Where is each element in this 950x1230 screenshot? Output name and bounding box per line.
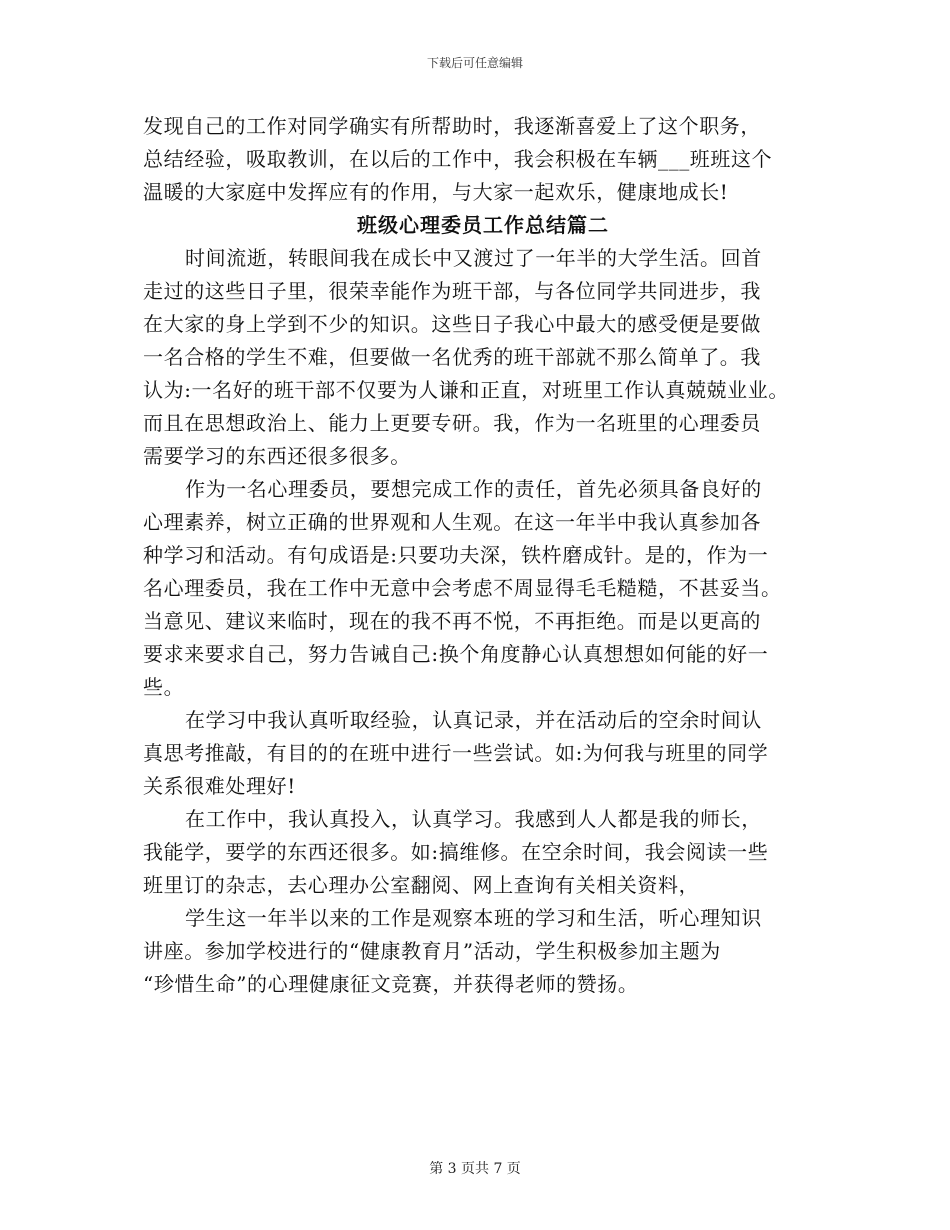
text-line: 走过的这些日子里，很荣幸能作为班干部，与各位同学共同进步，我: [143, 279, 761, 303]
paragraph-first-line: 时间流逝，转眼间我在成长中又渡过了一年半的大学生活。回首: [185, 246, 762, 270]
text-line: 认为:一名好的班干部不仅要为人谦和正直，对班里工作认真兢兢业业。: [143, 378, 789, 402]
paragraph-first-line: 在学习中我认真听取经验，认真记录，并在活动后的空余时间认: [185, 708, 762, 732]
text-line: 班里订的杂志，去心理办公室翻阅、网上查询有关相关资料，: [143, 873, 700, 897]
paragraph-first-line: 在工作中，我认真投入，认真学习。我感到人人都是我的师长，: [185, 807, 762, 831]
text-line: 一名合格的学生不难，但要做一名优秀的班干部就不那么简单了。我: [143, 345, 761, 369]
text-line: 些。: [143, 675, 185, 699]
text-line: “珍惜生命”的心理健康征文竞赛，并获得老师的赞扬。: [143, 972, 639, 996]
text-line: 种学习和活动。有句成语是:只要功夫深，铁杵磨成针。是的，作为一: [143, 543, 769, 567]
paragraph-first-line: 学生这一年半以来的工作是观察本班的学习和生活，听心理知识: [185, 906, 762, 930]
text-line: 真思考推敲，有目的的在班中进行一些尝试。如:为何我与班里的同学: [143, 741, 769, 765]
text-line: 讲座。参加学校进行的“健康教育月”活动，学生积极参加主题为: [143, 939, 721, 963]
paragraph-first-line: 作为一名心理委员，要想完成工作的责任，首先必须具备良好的: [185, 477, 762, 501]
text-line: 当意见、建议来临时，现在的我不再不悦，不再拒绝。而是以更高的: [143, 609, 761, 633]
document-body: [143, 110, 823, 1001]
text-line: 要求来要求自己，努力告诫自己:换个角度静心认真想想如何能的好一: [143, 642, 769, 666]
text-line: 心理素养，树立正确的世界观和人生观。在这一年半中我认真参加各: [143, 510, 761, 534]
text-line: 关系很难处理好!: [143, 774, 296, 798]
page-header: 下载后可任意编辑: [426, 56, 523, 70]
text-line: 名心理委员，我在工作中无意中会考虑不周显得毛毛糙糙，不甚妥当。: [143, 576, 782, 600]
text-line: 而且在思想政治上、能力上更要专研。我，作为一名班里的心理委员: [143, 411, 761, 435]
text-line: 在大家的身上学到不少的知识。这些日子我心中最大的感受便是要做: [143, 312, 761, 336]
text-line: 发现自己的工作对同学确实有所帮助时，我逐渐喜爱上了这个职务，: [143, 114, 761, 138]
text-line: 温暖的大家庭中发挥应有的作用，与大家一起欢乐，健康地成长!: [143, 180, 729, 204]
page-number: 第 3 页共 7 页: [429, 1161, 521, 1177]
text-line: 总结经验，吸取教训，在以后的工作中，我会积极在车辆___班班这个: [143, 147, 773, 171]
text-line: 需要学习的东西还很多很多。: [143, 444, 411, 468]
section-title: 班级心理委员工作总结篇二: [357, 213, 609, 237]
text-line: 我能学，要学的东西还很多。如:搞维修。在空余时间，我会阅读一些: [143, 840, 769, 864]
